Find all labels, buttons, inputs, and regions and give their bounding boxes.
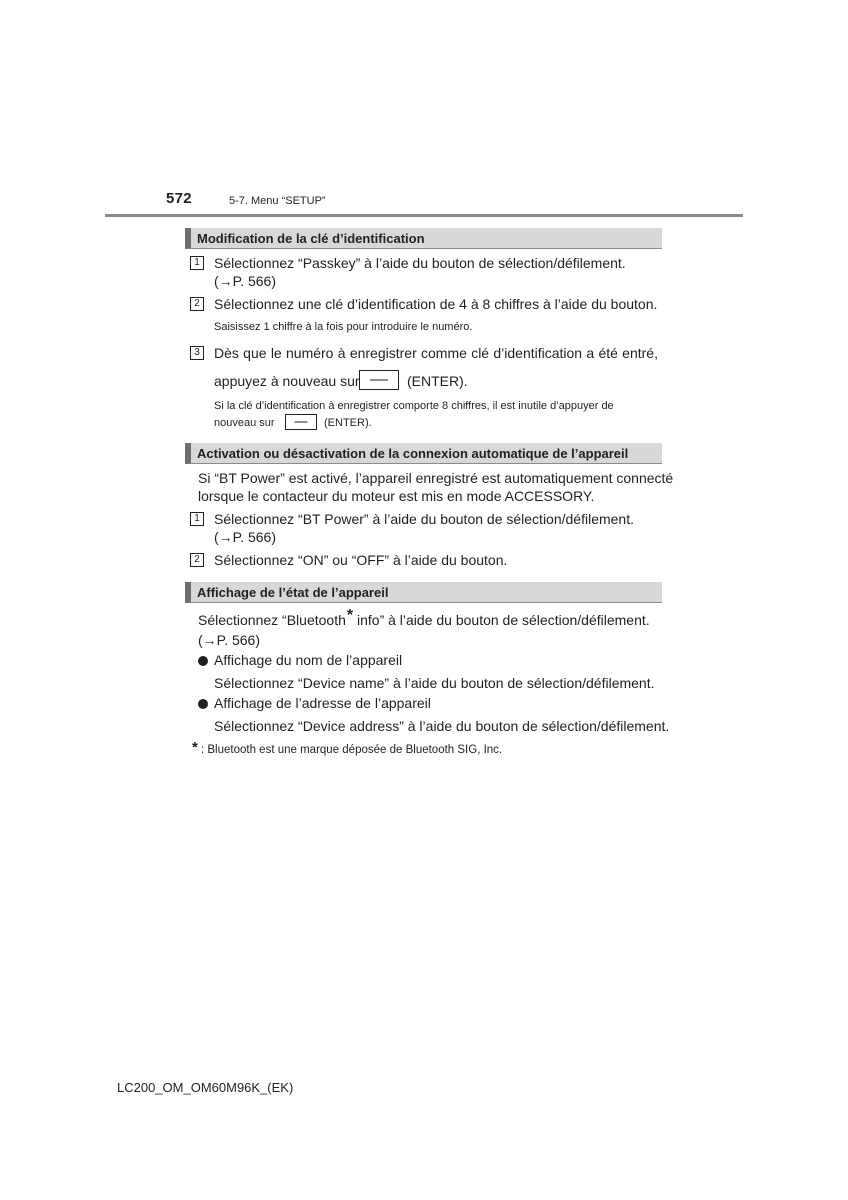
footnote-text: : Bluetooth est une marque déposée de Bluetooth SIG, Inc. xyxy=(201,744,503,756)
bullet-icon xyxy=(198,656,208,666)
step-text: Sélectionnez “Passkey” à l’aide du bouton de sélection/défilement. xyxy=(214,255,626,271)
step-number-2: 2 xyxy=(190,553,204,567)
section-heading-auto-connect xyxy=(185,443,662,464)
paragraph-text: Sélectionnez “Bluetooth xyxy=(198,612,346,628)
step-text: Dès que le numéro à enregistrer comme clé d’identification a été entré, xyxy=(214,345,658,361)
bullet-icon xyxy=(198,699,208,709)
bullet-text: Sélectionnez “Device name” à l’aide du bouton de sélection/défilement. xyxy=(214,675,655,691)
step-number-2: 2 xyxy=(190,297,204,311)
page-reference: (→P. 566) xyxy=(214,529,276,545)
bullet-heading: Affichage de l’adresse de l’appareil xyxy=(214,695,431,711)
bullet-text: Sélectionnez “Device address” à l’aide du bouton de sélection/défilement. xyxy=(214,718,670,734)
paragraph xyxy=(198,607,650,630)
section-title: Modification de la clé d’identification xyxy=(197,231,425,246)
document-code: LC200_OM_OM60M96K_(EK) xyxy=(117,1080,294,1095)
footnote-asterisk: * xyxy=(192,739,198,756)
page-reference: (→P. 566) xyxy=(198,632,260,648)
step-note: nouveau sur xyxy=(214,417,275,429)
bullet-heading: Affichage du nom de l’appareil xyxy=(214,652,403,668)
paragraph: Si “BT Power” est activé, l’appareil enregistré est automatiquement connecté xyxy=(198,470,674,486)
asterisk: * xyxy=(346,607,354,624)
enter-button-icon xyxy=(285,414,317,430)
page-reference: (→P. 566) xyxy=(214,273,276,289)
step-note: Si la clé d’identification à enregistrer comporte 8 chiffres, il est inutile d’appuyer de xyxy=(214,400,614,412)
step-number-1: 1 xyxy=(190,512,204,526)
step-number-3: 3 xyxy=(190,346,204,360)
enter-button-icon xyxy=(359,370,399,390)
step-text: (ENTER). xyxy=(407,373,468,389)
step-text: Sélectionnez “ON” ou “OFF” à l’aide du bouton. xyxy=(214,552,508,568)
paragraph-text: info” à l’aide du bouton de sélection/défilement. xyxy=(353,612,650,628)
step-note: (ENTER). xyxy=(324,417,372,429)
step-text: Sélectionnez “BT Power” à l’aide du bouton de sélection/défilement. xyxy=(214,511,634,527)
section-heading-device-status xyxy=(185,582,662,603)
section-heading-passkey xyxy=(185,228,662,249)
page-number: 572 xyxy=(166,190,192,207)
paragraph: lorsque le contacteur du moteur est mis en mode ACCESSORY. xyxy=(198,488,595,504)
step-number-1: 1 xyxy=(190,256,204,270)
section-title: Activation ou désactivation de la connexion automatique de l’appareil xyxy=(197,446,629,461)
step-text: Sélectionnez une clé d’identification de 4 à 8 chiffres à l’aide du bouton. xyxy=(214,296,658,312)
step-text: appuyez à nouveau sur xyxy=(214,373,360,389)
chapter-title: 5-7. Menu “SETUP” xyxy=(229,195,326,207)
section-title: Affichage de l’état de l’appareil xyxy=(197,585,389,600)
step-note: Saisissez 1 chiffre à la fois pour introduire le numéro. xyxy=(214,321,473,333)
header-rule xyxy=(105,214,743,217)
